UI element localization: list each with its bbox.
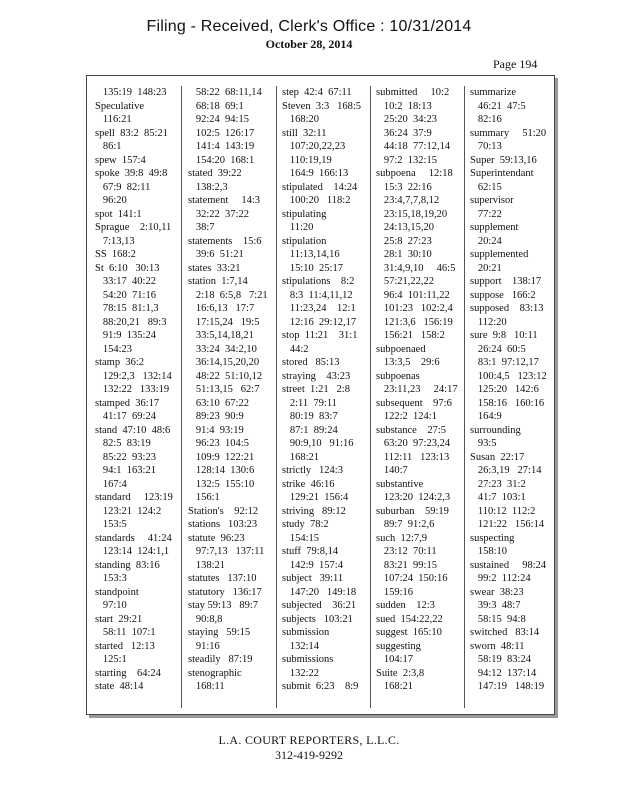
index-entry-line: 39:3 48:7 — [470, 600, 521, 611]
index-entry-line: 33:5,14,18,21 — [188, 330, 254, 341]
index-column-4 — [376, 86, 462, 710]
index-entry-line: 24:13,15,20 — [376, 222, 435, 233]
index-entry-line: 97:7,13 137:11 — [188, 546, 265, 557]
index-entry-line: Superintendant — [470, 168, 534, 179]
index-entry-line: stipulations 8:2 — [282, 276, 355, 287]
index-entry-line: suppose 166:2 — [470, 289, 536, 301]
index-entry-line: 123:20 124:2,3 — [376, 492, 451, 503]
index-entry-line: 58:22 68:11,14 — [188, 87, 262, 98]
index-entry-line: 97:2 132:15 — [376, 154, 437, 166]
index-entry-line: 99:2 112:24 — [470, 573, 531, 584]
index-entry-line: 110:19,19 — [282, 154, 332, 166]
index-entry-line: 168:21 — [376, 681, 414, 692]
index-entry-line: 138:2,3 — [188, 181, 228, 193]
index-entry-line: 33:24 34:2,10 — [188, 343, 257, 355]
index-entry-line: 125:20 142:6 — [470, 384, 539, 395]
index-entry-line: state 48:14 — [95, 681, 144, 692]
index-entry-line: Sprague 2:10,11 — [95, 222, 172, 233]
index-entry-line: Super 59:13,16 — [470, 154, 537, 166]
index-entry-line: 110:12 112:2 — [470, 505, 536, 517]
index-entry-line: 51:13,15 62:7 — [188, 384, 260, 395]
index-entry-line: Suite 2:3,8 — [376, 667, 425, 679]
index-entry-line: 26:24 60:5 — [470, 343, 526, 355]
index-entry-line: submissions — [282, 654, 334, 665]
filing-stamp: Filing - Received, Clerk's Office : 10/31/2014 — [146, 18, 472, 35]
index-entry-line: 77:22 — [470, 208, 502, 220]
index-entry-line: states 33:21 — [188, 262, 241, 274]
index-entry-line: 100:20 118:2 — [282, 195, 351, 206]
index-entry-line: 11:23,24 12:1 — [282, 303, 356, 314]
index-entry-line: summarize — [470, 87, 517, 98]
index-entry-line: 94:1 163:21 — [95, 465, 156, 476]
index-entry-line: 25:20 34:23 — [376, 114, 437, 125]
index-entry-line: 68:18 69:1 — [188, 100, 244, 112]
index-entry-line: Susan 22:17 — [470, 451, 525, 463]
index-entry-line: 156:1 — [188, 492, 220, 503]
index-entry-line: such 12:7,9 — [376, 532, 428, 544]
index-entry-line: sworn 48:11 — [470, 640, 525, 652]
index-entry-line: 2:18 6:5,8 7:21 — [188, 289, 268, 301]
index-entry-line: supposed 83:13 — [470, 303, 544, 314]
index-entry-line: supervisor — [470, 195, 514, 206]
index-entry-line: 96:4 101:11,22 — [376, 289, 450, 301]
index-entry-line: 123:21 124:2 — [95, 505, 162, 517]
index-entry-line: 168:20 — [282, 114, 320, 125]
index-entry-line: subjects 103:21 — [282, 613, 353, 625]
index-entry-line: 57:21,22,22 — [376, 276, 435, 287]
index-entry-line: 11:13,14,16 — [282, 249, 340, 260]
index-entry-line: 26:3,19 27:14 — [470, 465, 542, 476]
index-entry-line: 153:5 — [95, 519, 127, 530]
index-entry-line: substance 27:5 — [376, 424, 446, 436]
index-entry-line: 44:18 77:12,14 — [376, 141, 451, 152]
index-entry-line: strike 46:16 — [282, 478, 335, 490]
index-entry-line: 41:17 69:24 — [95, 411, 156, 422]
index-entry-line: statute 96:23 — [188, 532, 245, 544]
index-entry-line: street 1:21 2:8 — [282, 384, 350, 395]
index-entry-line: 107:24 150:16 — [376, 573, 448, 584]
index-column-1 — [95, 86, 179, 710]
index-entry-line: spew 157:4 — [95, 154, 146, 166]
index-entry-line: spell 83:2 85:21 — [95, 127, 168, 139]
index-entry-line: 38:7 — [188, 222, 215, 233]
index-entry-line: 128:14 130:6 — [188, 465, 255, 476]
index-entry-line: 121:22 156:14 — [470, 519, 545, 530]
index-entry-line: Station's 92:12 — [188, 505, 259, 517]
index-entry-line: 123:14 124:1,1 — [95, 546, 170, 557]
index-entry-line: surrounding — [470, 424, 521, 436]
index-entry-line: statement 14:3 — [188, 195, 261, 206]
index-entry-line: 23:4,7,7,8,12 — [376, 195, 440, 206]
index-entry-line: started 12:13 — [95, 640, 155, 652]
index-entry-line: stipulated 14:24 — [282, 181, 358, 193]
hearing-date: October 28, 2014 — [265, 37, 353, 51]
index-entry-line: 67:9 82:11 — [95, 181, 151, 193]
index-entry-line: 167:4 — [95, 478, 127, 490]
index-entry-line: 20:21 — [470, 262, 502, 274]
index-entry-line: sudden 12:3 — [376, 600, 435, 611]
index-entry-line: sustained 98:24 — [470, 559, 547, 571]
index-entry-line: 88:20,21 89:3 — [95, 316, 167, 328]
index-entry-line: study 78:2 — [282, 519, 329, 530]
index-entry-line: 58:11 107:1 — [95, 627, 156, 638]
index-entry-line: stored 85:13 — [282, 357, 340, 368]
index-entry-line: 90:8,8 — [188, 613, 223, 625]
index-entry-line: 48:22 51:10,12 — [188, 370, 263, 382]
index-entry-line: 89:7 91:2,6 — [376, 519, 435, 530]
index-entry-line: 154:23 — [95, 343, 133, 355]
index-entry-line: 58:19 83:24 — [470, 654, 531, 665]
index-entry-line: 90:9,10 91:16 — [282, 438, 354, 449]
index-entry-line: subpoena 12:18 — [376, 168, 453, 179]
index-entry-line: stipulating — [282, 208, 327, 220]
index-entry-line: 97:10 — [95, 600, 127, 611]
index-entry-line: 122:2 124:1 — [376, 411, 437, 422]
index-entry-line: St 6:10 30:13 — [95, 262, 160, 274]
word-index-frame — [86, 75, 555, 715]
index-entry-line: stations 103:23 — [188, 519, 258, 530]
index-entry-line: 12:16 29:12,17 — [282, 316, 357, 328]
index-entry-line: stamp 36:2 — [95, 357, 144, 368]
index-entry-line: summary 51:20 — [470, 127, 547, 139]
index-entry-line: 85:22 93:23 — [95, 451, 156, 463]
index-entry-line: 156:21 158:2 — [376, 330, 445, 341]
index-entry-line: 63:10 67:22 — [188, 397, 249, 409]
index-entry-line: supplement — [470, 222, 519, 233]
column-divider — [464, 86, 465, 708]
index-entry-line: Speculative — [95, 100, 144, 112]
index-entry-line: submission — [282, 627, 330, 638]
column-divider — [370, 86, 371, 708]
index-entry-line: suggest 165:10 — [376, 627, 442, 638]
index-entry-line: spoke 39:8 49:8 — [95, 168, 168, 179]
index-entry-line: 36:14,15,20,20 — [188, 357, 260, 368]
index-entry-line: 125:1 — [95, 654, 127, 665]
index-entry-line: 13:3,5 29:6 — [376, 357, 440, 368]
index-entry-line: subsequent 97:6 — [376, 397, 452, 409]
index-entry-line: 116:21 — [95, 114, 132, 125]
index-entry-line: 15:10 25:17 — [282, 262, 343, 274]
index-entry-line: statutory 136:17 — [188, 586, 262, 598]
index-entry-line: standpoint — [95, 586, 139, 598]
index-entry-line: standard 123:19 — [95, 492, 173, 503]
index-entry-line: spot 141:1 — [95, 208, 142, 220]
index-entry-line: 80:19 83:7 — [282, 411, 338, 422]
index-entry-line: 91:9 135:24 — [95, 330, 156, 341]
index-column-2 — [188, 86, 274, 710]
index-entry-line: 82:16 — [470, 114, 502, 125]
index-entry-line: 164:9 — [470, 411, 502, 422]
index-entry-line: 7:13,13 — [95, 235, 135, 247]
index-entry-line: 132:22 133:19 — [95, 384, 170, 395]
index-entry-line: 54:20 71:16 — [95, 289, 156, 301]
index-entry-line: stamped 36:17 — [95, 397, 160, 409]
index-entry-line: suspecting — [470, 532, 515, 544]
index-entry-line: 86:1 — [95, 141, 122, 152]
index-entry-line: stuff 79:8,14 — [282, 546, 339, 557]
index-entry-line: 41:7 103:1 — [470, 492, 526, 503]
index-entry-line: 138:21 — [188, 559, 226, 571]
index-entry-line: 83:21 99:15 — [376, 559, 437, 571]
index-entry-line: 89:23 90:9 — [188, 411, 244, 422]
index-entry-line: 147:19 148:19 — [470, 681, 545, 692]
index-column-3 — [282, 86, 368, 710]
index-entry-line: 158:16 160:16 — [470, 397, 545, 409]
index-entry-line: suburban 59:19 — [376, 505, 449, 517]
index-entry-line: stenographic — [188, 667, 242, 679]
index-entry-line: step 42:4 67:11 — [282, 87, 352, 98]
index-entry-line: 140:7 — [376, 465, 408, 476]
index-entry-line: SS 168:2 — [95, 249, 136, 260]
index-entry-line: 16:6,13 17:7 — [188, 303, 255, 314]
index-entry-line: 132:22 — [282, 667, 320, 679]
index-entry-line: 135:19 148:23 — [95, 87, 167, 98]
index-entry-line: 33:17 40:22 — [95, 276, 156, 287]
index-entry-line: 168:11 — [188, 681, 225, 692]
index-entry-line: stipulation — [282, 235, 327, 247]
index-entry-line: 96:20 — [95, 195, 127, 206]
index-entry-line: 17:15,24 19:5 — [188, 316, 260, 328]
index-entry-line: station 1:7,14 — [188, 276, 248, 287]
index-entry-line: 62:15 — [470, 181, 502, 193]
index-entry-line: supplemented — [470, 249, 529, 260]
index-entry-line: 27:23 31:2 — [470, 478, 526, 490]
index-entry-line: 23:12 70:11 — [376, 546, 437, 557]
index-entry-line: 168:21 — [282, 451, 320, 463]
index-entry-line: submitted 10:2 — [376, 87, 450, 98]
index-entry-line: 104:17 — [376, 654, 414, 665]
column-divider — [276, 86, 277, 708]
index-entry-line: 82:5 83:19 — [95, 438, 151, 449]
index-entry-line: subpoenas — [376, 370, 420, 382]
page-number: Page 194 — [493, 57, 538, 71]
index-entry-line: 102:5 126:17 — [188, 127, 255, 139]
index-entry-line: 159:16 — [376, 586, 414, 598]
index-entry-line: 78:15 81:1,3 — [95, 303, 159, 314]
index-entry-line: 154:20 168:1 — [188, 154, 255, 166]
index-entry-line: 93:5 — [470, 438, 497, 449]
index-entry-line: 10:2 18:13 — [376, 100, 432, 112]
index-entry-line: Steven 3:3 168:5 — [282, 100, 362, 112]
index-entry-line: standards 41:24 — [95, 532, 172, 544]
index-entry-line: 58:15 94:8 — [470, 613, 526, 625]
index-entry-line: 141:4 143:19 — [188, 141, 255, 152]
index-entry-line: 112:20 — [470, 316, 507, 328]
index-entry-line: 109:9 122:21 — [188, 451, 255, 463]
index-entry-line: 31:4,9,10 46:5 — [376, 262, 456, 274]
index-entry-line: 147:20 149:18 — [282, 586, 357, 598]
index-entry-line: 92:24 94:15 — [188, 114, 249, 125]
index-entry-line: standing 83:16 — [95, 559, 160, 571]
index-entry-line: 129:2,3 132:14 — [95, 370, 172, 382]
index-entry-line: 142:9 157:4 — [282, 559, 343, 571]
index-entry-line: 11:20 — [282, 222, 314, 233]
index-entry-line: 107:20,22,23 — [282, 141, 346, 152]
index-entry-line: 44:2 — [282, 343, 309, 355]
index-entry-line: 23:15,18,19,20 — [376, 208, 448, 220]
index-entry-line: 36:24 37:9 — [376, 127, 432, 139]
index-entry-line: starting 64:24 — [95, 667, 161, 679]
index-entry-line: 153:3 — [95, 573, 127, 584]
index-entry-line: 2:11 79:11 — [282, 397, 337, 409]
index-entry-line: 70:13 — [470, 141, 502, 152]
index-entry-line: 91:16 — [188, 640, 220, 652]
index-entry-line: subject 39:11 — [282, 573, 344, 584]
index-entry-line: stay 59:13 89:7 — [188, 600, 258, 611]
index-entry-line: striving 89:12 — [282, 505, 346, 517]
index-entry-line: 112:11 123:13 — [376, 451, 450, 463]
index-entry-line: 83:1 97:12,17 — [470, 357, 539, 368]
index-entry-line: 32:22 37:22 — [188, 208, 249, 220]
index-entry-line: suggesting — [376, 640, 421, 652]
index-entry-line: statements 15:6 — [188, 235, 262, 247]
index-entry-line: straying 43:23 — [282, 370, 351, 382]
index-entry-line: 28:1 30:10 — [376, 249, 432, 260]
index-entry-line: 158:10 — [470, 546, 508, 557]
index-entry-line: 39:6 51:21 — [188, 249, 244, 260]
index-entry-line: submit 6:23 8:9 — [282, 681, 359, 692]
index-entry-line: steadily 87:19 — [188, 654, 253, 665]
index-entry-line: still 32:11 — [282, 127, 327, 139]
index-entry-line: 100:4,5 123:12 — [470, 370, 547, 382]
column-divider — [181, 86, 182, 708]
index-entry-line: switched 83:14 — [470, 627, 540, 638]
index-entry-line: 96:23 104:5 — [188, 438, 249, 449]
index-entry-line: 20:24 — [470, 235, 502, 247]
index-entry-line: support 138:17 — [470, 276, 542, 287]
index-entry-line: 121:3,6 156:19 — [376, 316, 453, 328]
index-entry-line: 8:3 11:4,11,12 — [282, 289, 353, 301]
index-entry-line: statutes 137:10 — [188, 573, 257, 584]
index-entry-line: stated 39:22 — [188, 168, 242, 179]
index-entry-line: 154:15 — [282, 532, 320, 544]
index-entry-line: 25:8 27:23 — [376, 235, 432, 247]
index-entry-line: start 29:21 — [95, 613, 143, 625]
index-entry-line: sued 154:22,22 — [376, 613, 443, 625]
index-entry-line: strictly 124:3 — [282, 465, 343, 476]
index-entry-line: 87:1 89:24 — [282, 424, 338, 436]
index-entry-line: subjected 36:21 — [282, 600, 357, 611]
index-entry-line: staying 59:15 — [188, 627, 251, 638]
index-entry-line: 63:20 97:23,24 — [376, 438, 451, 449]
index-entry-line: 46:21 47:5 — [470, 100, 526, 112]
index-entry-line: swear 38:23 — [470, 586, 524, 598]
reporter-phone: 312-419-9292 — [275, 748, 343, 762]
index-entry-line: stand 47:10 48:6 — [95, 424, 171, 436]
index-entry-line: 23:11,23 24:17 — [376, 384, 458, 395]
index-entry-line: stop 11:21 31:1 — [282, 330, 358, 341]
index-entry-line: subpoenaed — [376, 343, 426, 355]
index-entry-line: 164:9 166:13 — [282, 168, 349, 179]
index-entry-line: 101:23 102:2,4 — [376, 303, 453, 314]
index-entry-line: 132:14 — [282, 640, 320, 652]
index-entry-line: substantive — [376, 478, 424, 490]
index-entry-line: 15:3 22:16 — [376, 181, 432, 193]
index-column-5 — [470, 86, 552, 710]
index-entry-line: 94:12 137:14 — [470, 667, 537, 679]
reporter-company: L.A. COURT REPORTERS, L.L.C. — [218, 733, 400, 747]
index-entry-line: sure 9:8 10:11 — [470, 330, 538, 341]
index-entry-line: 91:4 93:19 — [188, 424, 244, 436]
index-entry-line: 132:5 155:10 — [188, 478, 255, 490]
index-entry-line: 129:21 156:4 — [282, 492, 349, 503]
